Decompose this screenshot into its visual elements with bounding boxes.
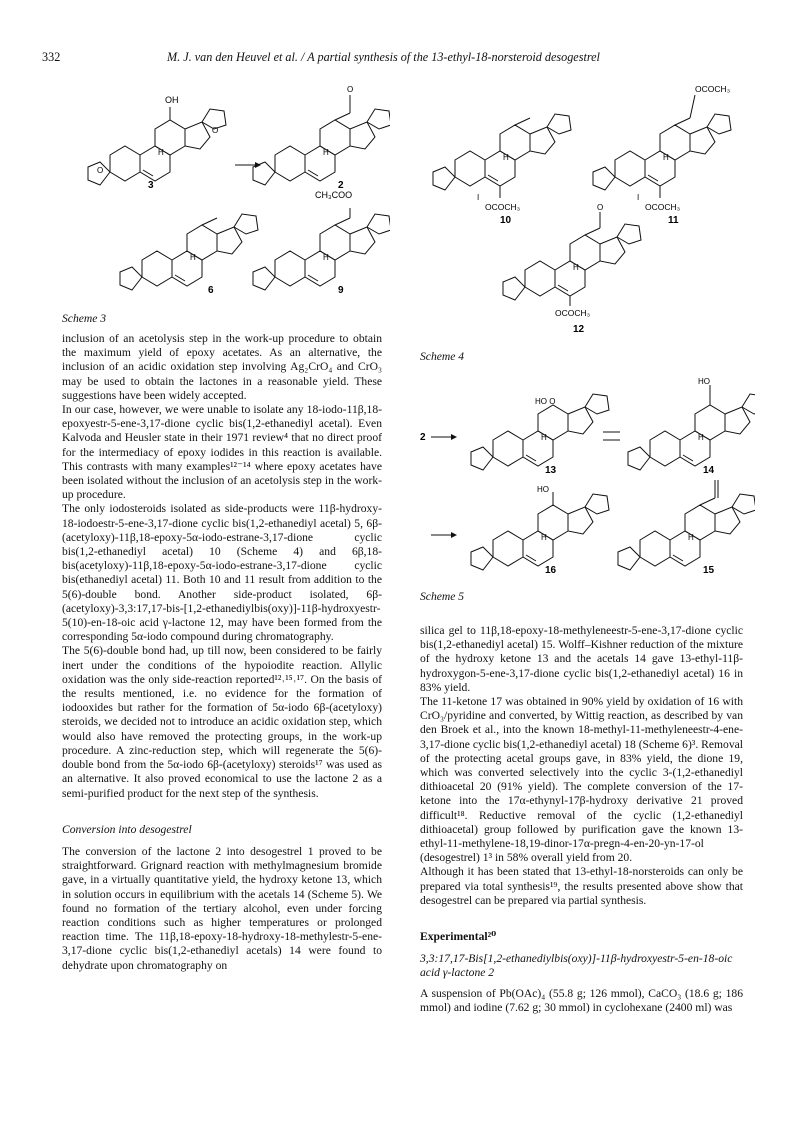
right-column: [420, 624, 743, 1015]
ococh3-label: OCOCH₃: [485, 202, 521, 212]
h-label: H: [541, 533, 547, 542]
o-label: O: [97, 166, 104, 175]
compound-2-structure: [253, 85, 390, 185]
iodo-label: I: [637, 193, 640, 202]
compound-11-structure: [593, 84, 731, 212]
compound-label-11: 11: [668, 215, 679, 226]
left-column: [62, 332, 382, 973]
compound-label-12: 12: [573, 324, 585, 335]
compound-9-structure: [253, 208, 390, 290]
compound-label-13: 13: [545, 465, 557, 476]
compound-label-6: 6: [208, 285, 214, 296]
iodo-label: I: [477, 193, 480, 202]
compound-12-structure: [503, 203, 641, 318]
compound-label-9: 9: [338, 285, 344, 296]
ho-o-label: HO O: [535, 397, 556, 406]
arrowhead: [451, 532, 457, 538]
compound-14-structure: [628, 377, 755, 470]
paragraph: silica gel to 11β,18-epoxy-18-methyleneestr-5-ene-3,17-dione cyclic bis(1,2-ethanediyl acetal) 15. Wolff–Kishner reduction of the mixture of the hydroxy ketone 13 and the acetals 14 gave 13-ethyl-11β-hydroxygon-5-ene-3,17-dione cyclic bis(1,2-ethanediyl acetal) 16 in 83% yield.: [420, 624, 743, 694]
scheme-3-caption: Scheme 3: [62, 312, 107, 325]
compound-label-10: 10: [500, 215, 512, 226]
h-label: H: [541, 433, 547, 442]
ococh3-label: OCOCH₃: [555, 308, 591, 318]
h-label: H: [158, 148, 164, 157]
compound-3-structure: [88, 95, 226, 185]
scheme-4-drawing: [415, 80, 755, 340]
paragraph: A suspension of Pb(OAc)₄ (55.8 g; 126 mmol), CaCO₃ (18.6 g; 186 mmol) and iodine (7.62 g; 30 mmol) in cyclohexane (2400 ml) was: [420, 986, 743, 1014]
ho-label: HO: [698, 377, 710, 386]
paragraph: In our case, however, we were unable to isolate any 18-iodo-11β,18-epoxyestr-5-ene-3,17-dione cyclic bis(1,2-ethanediyl acetal). Even Kalvoda and Heusler state in their 1971 review⁴ that no direct proof for the intermediacy of epoxy iodides in this reaction is available. This contrasts with many examples¹²⁻¹⁴ where epoxy acetates have been isolated without the inclusion of an acetolysis step in the work-up procedure.: [62, 403, 382, 502]
paragraph: The conversion of the lactone 2 into desogestrel 1 proved to be straightforward. Grignard reaction with methylmagnesium bromide gave, in a virtually quantitative yield, the hydroxy ketone 13, which in solution occurs in equilibrium with the acetals 14 (Scheme 5). We found no formation of the tertiary alcohol, even under forcing reaction conditions such as higher temperatures or prolonged reaction time. The 11β,18-epoxy-18-hydroxy-18-methylestr-5-ene-3,17-dione cyclic bis(1,2-ethanediyl acetals) 14 were found to dehydrate upon chromatography on: [62, 844, 382, 972]
scheme-3-drawing: [60, 80, 390, 305]
start-compound-label: 2: [420, 432, 426, 443]
compound-6-structure: [120, 214, 258, 290]
h-label: H: [190, 253, 196, 262]
section-heading: Conversion into desogestrel: [62, 822, 192, 836]
ch3coo-label: CH₃COO: [315, 190, 353, 200]
paragraph: Although it has been stated that 13-ethyl-18-norsteroids can only be prepared via total synthesis¹⁹, the results presented above show that desogestrel can be prepared via partial synthesis.: [420, 865, 743, 907]
compound-10-structure: [433, 114, 571, 212]
paragraph: The 5(6)-double bond had, up till now, been considered to be fairly inert under the conditions of the hypoiodite reaction. Allylic oxidation was the only side-reaction reported¹²˒¹⁵˒¹⁷. On the basis of the results mentioned, i.e. no evidence for the formation of iodooxides but rather for the formation of 5α-iodo 6β-(acetyloxy) steroids, we decided not to introduce an acidic oxidation step, which would also have removed the protecting groups, in the work-up procedure. A zinc-reduction step, which will regenerate the 5(6)-double bond from the 5α-iodo 6β-(acetyloxy) steroids¹⁷ was used as an alternative. It also proved economical to use the lactone 2 as a semi-purified product for the next step of the synthesis.: [62, 644, 382, 800]
h-label: H: [323, 148, 329, 157]
h-label: H: [688, 533, 694, 542]
h-label: H: [698, 433, 704, 442]
compound-label-3: 3: [148, 180, 154, 191]
section-heading: Experimental²⁰: [420, 930, 497, 944]
ho-label: HO: [537, 485, 549, 494]
o-label: O: [597, 203, 604, 212]
scheme-4-caption: Scheme 4: [420, 350, 465, 363]
scheme-5-caption: Scheme 5: [420, 590, 465, 603]
h-label: H: [573, 263, 579, 272]
compound-heading: 3,3:17,17-Bis[1,2-ethanediylbis(oxy)]-11β-hydroxyestr-5-en-18-oic acid γ-lactone 2: [420, 952, 733, 980]
compound-15-structure: [618, 480, 755, 570]
compound-label-15: 15: [703, 565, 715, 576]
o-label: O: [212, 126, 219, 135]
paragraph: The 11-ketone 17 was obtained in 90% yield by oxidation of 16 with CrO₃/pyridine and converted, by Wittig reaction, as described by van den Broek et al., into the known 18-methyl-11-methyleneestr-4-ene-3,17-dione cyclic bis(1,2-ethanediyl acetal) 18 (Scheme 6)³. Removal of the protecting acetal groups gave, in 83% yield, the dione 19, which was converted selectively into the cyclic 3-(1,2-ethanediyl dithioacetal 20 (91% yield). The complete conversion of the 17-ketone into the 17α-ethynyl-17β-hydroxy derivative 21 proved difficult¹⁸. Reductive removal of the cyclic (1,2-ethanediyl dithioacetal) group followed by purification gave the known 13-ethyl-11-methylene-18,19-dinor-17α-pregn-4-en-20-yn-17-ol (desogestrel) 1³ in 58% overall yield from 20.: [420, 695, 743, 865]
compound-label-14: 14: [703, 465, 715, 476]
running-header: [42, 50, 754, 68]
page-number: 332: [42, 50, 61, 64]
compound-13-structure: [471, 394, 609, 470]
arrowhead: [451, 434, 457, 440]
compound-label-2: 2: [338, 180, 344, 191]
paragraph: inclusion of an acetolysis step in the work-up procedure to obtain the maximum yield of epoxy acetates. As an alternative, the inclusion of an acidic oxidation step involving Ag₂CrO₄ and CrO₃ may be used to obtain the lactones in a reasonable yield. These suggestions have been widely accepted.: [62, 332, 382, 402]
ococh3-label: OCOCH₃: [695, 84, 731, 94]
oh-label: OH: [165, 95, 179, 105]
h-label: H: [503, 153, 509, 162]
ococh3-label: OCOCH₃: [645, 202, 681, 212]
paragraph: The only iodosteroids isolated as side-products were 11β-hydroxy-18-iodoestr-5-ene-3,17-dione cyclic bis(1,2-ethanediyl acetal) 5, 6β-(acetyloxy)-11β,18-epoxy-5α-iodo-estrane-3,17-dione cyclic bis(1,2-ethanediyl acetal) 10 (Scheme 4) and 6β,18-bis(acetyloxy)-11β,18-epoxy-5α-iodo-estrane-3,17-dione cyclic bis(ethanediyl acetal) 11. Both 10 and 11 result from addition to the 5(6)-double bond. Another side-product isolated, 6β-(acetyloxy)-3,3:17,17-bis-[1,2-ethanediylbis(oxy)]-11β-hydroxyestr-5(10)-en-18-oic acid γ-lactone 12, may have been formed from the corresponding 5α-iodo compound during chromatography.: [62, 502, 382, 644]
h-label: H: [323, 253, 329, 262]
scheme-5-drawing: [415, 370, 755, 585]
compound-label-16: 16: [545, 565, 557, 576]
compound-16-structure: [471, 485, 609, 570]
running-title: M. J. van den Heuvel et al. / A partial synthesis of the 13-ethyl-18-norsteroid desogestrel: [167, 50, 600, 64]
h-label: H: [663, 153, 669, 162]
o-label: O: [347, 85, 354, 94]
